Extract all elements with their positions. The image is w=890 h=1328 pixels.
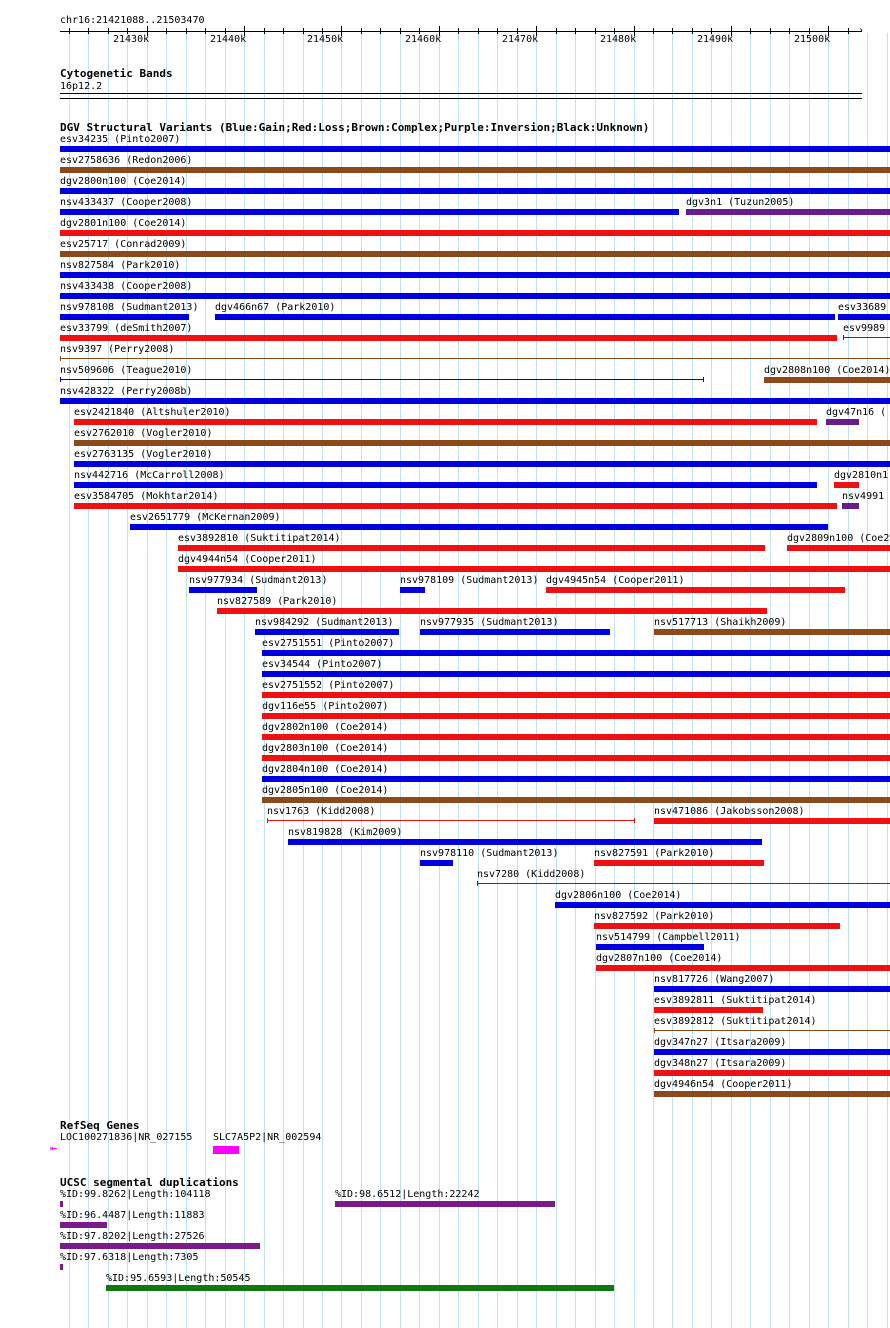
structural-variant-label[interactable]: esv33799 (deSmith2007) xyxy=(60,323,193,334)
structural-variant-bar[interactable] xyxy=(60,230,890,236)
segmental-duplication-bar[interactable] xyxy=(106,1285,614,1291)
ruler-minor-tick xyxy=(458,28,459,34)
structural-variant-label[interactable]: dgv348n27 (Itsara2009) xyxy=(654,1058,787,1069)
gridline xyxy=(614,33,615,1328)
gridline xyxy=(419,33,420,1328)
gridline xyxy=(692,33,693,1328)
ruler-minor-tick xyxy=(848,28,849,34)
structural-variant-bar[interactable] xyxy=(74,503,837,509)
ruler-tick-label: 21450k xyxy=(307,34,344,45)
structural-variant-bar[interactable] xyxy=(60,398,890,404)
structural-variant-bar[interactable] xyxy=(594,923,840,929)
cytoband-ideogram-line xyxy=(60,98,862,99)
refseq-gene-bar[interactable] xyxy=(213,1146,239,1154)
structural-variant-bar[interactable] xyxy=(654,1007,763,1013)
gridline xyxy=(653,33,654,1328)
structural-variant-label[interactable]: nsv827589 (Park2010) xyxy=(217,596,338,607)
structural-variant-label[interactable]: nsv827584 (Park2010) xyxy=(60,260,181,271)
structural-variant-span-line[interactable] xyxy=(60,358,890,359)
gridline xyxy=(478,33,479,1328)
ruler-minor-tick xyxy=(186,28,187,34)
structural-variant-bar[interactable] xyxy=(60,209,679,215)
structural-variant-bar[interactable] xyxy=(178,545,765,551)
dgv-track-title: DGV Structural Variants (Blue:Gain;Red:Loss;Brown:Complex;Purple:Inversion;Black:Unknown) xyxy=(60,121,650,134)
structural-variant-span-line[interactable] xyxy=(654,1030,890,1031)
structural-variant-label[interactable]: nsv514799 (Campbell2011) xyxy=(596,932,741,943)
structural-variant-bar[interactable] xyxy=(420,629,610,635)
structural-variant-label[interactable]: esv3892811 (Suktitipat2014) xyxy=(654,995,817,1006)
cytoband-track-title: Cytogenetic Bands xyxy=(60,67,173,80)
structural-variant-end-cap xyxy=(60,377,61,382)
structural-variant-bar[interactable] xyxy=(596,965,890,971)
segmental-duplication-bar[interactable] xyxy=(60,1222,107,1228)
segmental-duplication-bar[interactable] xyxy=(60,1201,63,1207)
structural-variant-label[interactable]: nsv471086 (Jakobsson2008) xyxy=(654,806,805,817)
gridline xyxy=(770,33,771,1328)
cytoband-label[interactable]: 16p12.2 xyxy=(60,81,103,92)
structural-variant-bar[interactable] xyxy=(654,1070,890,1076)
structural-variant-label[interactable]: nsv509606 (Teague2010) xyxy=(60,365,193,376)
gridline xyxy=(731,33,732,1328)
structural-variant-label[interactable]: esv9989 xyxy=(843,323,886,334)
structural-variant-label[interactable]: nsv978108 (Sudmant2013) xyxy=(60,302,199,313)
structural-variant-bar[interactable] xyxy=(764,377,890,383)
structural-variant-span-line[interactable] xyxy=(60,379,704,380)
gridline xyxy=(887,33,888,1328)
ruler-range-label: chr16:21421088..21503470 xyxy=(60,15,205,26)
ruler-tick-label: 21440k xyxy=(210,34,247,45)
structural-variant-bar[interactable] xyxy=(74,482,817,488)
structural-variant-bar[interactable] xyxy=(555,902,890,908)
structural-variant-label[interactable]: nsv9397 (Perry2008) xyxy=(60,344,175,355)
ruler-minor-tick xyxy=(692,28,693,34)
ruler-minor-tick xyxy=(400,28,401,34)
structural-variant-bar[interactable] xyxy=(842,503,859,509)
structural-variant-bar[interactable] xyxy=(60,146,890,152)
gridline xyxy=(848,33,849,1328)
ruler-minor-tick xyxy=(264,28,265,34)
structural-variant-bar[interactable] xyxy=(60,167,890,173)
gridline xyxy=(458,33,459,1328)
structural-variant-bar[interactable] xyxy=(60,293,890,299)
structural-variant-bar[interactable] xyxy=(834,482,859,488)
structural-variant-label[interactable]: esv2751551 (Pinto2007) xyxy=(262,638,395,649)
structural-variant-label[interactable]: nsv827591 (Park2010) xyxy=(594,848,715,859)
structural-variant-label[interactable]: dgv3n1 (Tuzun2005) xyxy=(686,197,795,208)
ruler-minor-tick xyxy=(108,28,109,34)
segmental-duplication-label[interactable]: %ID:97.6318|Length:7305 xyxy=(60,1252,199,1263)
structural-variant-bar[interactable] xyxy=(74,419,817,425)
structural-variant-label[interactable]: nsv7280 (Kidd2008) xyxy=(477,869,586,880)
segmental-duplication-label[interactable]: %ID:96.4487|Length:11883 xyxy=(60,1210,205,1221)
structural-variant-end-cap xyxy=(843,335,844,340)
gridline xyxy=(867,33,868,1328)
structural-variant-label[interactable]: esv3892812 (Suktitipat2014) xyxy=(654,1016,817,1027)
structural-variant-span-line[interactable] xyxy=(477,883,890,884)
ruler-minor-tick xyxy=(380,28,381,34)
cytoband-ideogram-line xyxy=(60,93,862,94)
segmental-duplication-bar[interactable] xyxy=(60,1264,63,1270)
ruler-minor-tick xyxy=(205,28,206,34)
structural-variant-label[interactable]: dgv347n27 (Itsara2009) xyxy=(654,1037,787,1048)
gridline xyxy=(789,33,790,1328)
gridline xyxy=(672,33,673,1328)
ruler-minor-tick xyxy=(303,28,304,34)
structural-variant-bar[interactable] xyxy=(596,944,704,950)
structural-variant-bar[interactable] xyxy=(189,587,257,593)
ruler-minor-tick xyxy=(595,28,596,34)
structural-variant-bar[interactable] xyxy=(60,251,890,257)
structural-variant-label[interactable]: nsv977935 (Sudmant2013) xyxy=(420,617,559,628)
structural-variant-end-cap xyxy=(267,818,268,823)
structural-variant-label[interactable]: nsv817726 (Wang2007) xyxy=(654,974,775,985)
structural-variant-bar[interactable] xyxy=(262,671,890,677)
structural-variant-label[interactable]: dgv2803n100 (Coe2014) xyxy=(262,743,389,754)
structural-variant-label[interactable]: esv2763135 (Vogler2010) xyxy=(74,449,213,460)
structural-variant-end-cap xyxy=(703,377,704,382)
structural-variant-end-cap xyxy=(60,356,61,361)
gridline xyxy=(634,33,635,1328)
structural-variant-span-line[interactable] xyxy=(843,337,890,338)
ruler-minor-tick xyxy=(69,28,70,34)
refseq-gene-label[interactable]: SLC7A5P2|NR_002594 xyxy=(213,1132,322,1143)
segmental-duplication-bar[interactable] xyxy=(335,1201,555,1207)
segmental-duplication-label[interactable]: %ID:98.6512|Length:22242 xyxy=(335,1189,480,1200)
structural-variant-label[interactable]: nsv978110 (Sudmant2013) xyxy=(420,848,559,859)
ruler-minor-tick xyxy=(283,28,284,34)
structural-variant-bar[interactable] xyxy=(60,335,837,341)
structural-variant-label[interactable]: dgv2808n100 (Coe2014) xyxy=(764,365,890,376)
structural-variant-bar[interactable] xyxy=(594,860,764,866)
ruler-minor-tick xyxy=(575,28,576,34)
ruler-minor-tick xyxy=(789,28,790,34)
structural-variant-bar[interactable] xyxy=(60,188,890,194)
structural-variant-bar[interactable] xyxy=(262,692,890,698)
gridline xyxy=(497,33,498,1328)
structural-variant-label[interactable]: esv33689 xyxy=(838,302,887,313)
structural-variant-label[interactable]: esv2758636 (Redon2006) xyxy=(60,155,193,166)
structural-variant-label[interactable]: esv2651779 (McKernan2009) xyxy=(130,512,281,523)
structural-variant-bar[interactable] xyxy=(60,272,890,278)
structural-variant-bar[interactable] xyxy=(686,209,890,215)
structural-variant-bar[interactable] xyxy=(262,797,890,803)
structural-variant-label[interactable]: nsv819828 (Kim2009) xyxy=(288,827,403,838)
structural-variant-label[interactable]: dgv466n67 (Park2010) xyxy=(215,302,336,313)
structural-variant-bar[interactable] xyxy=(215,314,835,320)
structural-variant-label[interactable]: nsv827592 (Park2010) xyxy=(594,911,715,922)
ruler-tick-label: 21490k xyxy=(697,34,734,45)
gridline xyxy=(400,33,401,1328)
ruler-tick-label: 21470k xyxy=(502,34,539,45)
structural-variant-bar[interactable] xyxy=(654,629,890,635)
structural-variant-bar[interactable] xyxy=(654,1049,890,1055)
gridline xyxy=(439,33,440,1328)
gridline xyxy=(711,33,712,1328)
ruler-tick-label: 21460k xyxy=(405,34,442,45)
gridline xyxy=(595,33,596,1328)
structural-variant-bar[interactable] xyxy=(654,986,890,992)
structural-variant-bar[interactable] xyxy=(178,566,890,572)
ruler-minor-tick xyxy=(361,28,362,34)
ruler-end-arrow-icon: › xyxy=(858,25,865,36)
structural-variant-bar[interactable] xyxy=(420,860,453,866)
structural-variant-label[interactable]: nsv433438 (Cooper2008) xyxy=(60,281,193,292)
gridline xyxy=(828,33,829,1328)
ruler-tick-label: 21480k xyxy=(600,34,637,45)
structural-variant-bar[interactable] xyxy=(74,461,890,467)
structural-variant-label[interactable]: nsv517713 (Shaikh2009) xyxy=(654,617,787,628)
structural-variant-bar[interactable] xyxy=(262,755,890,761)
gridline xyxy=(575,33,576,1328)
structural-variant-bar[interactable] xyxy=(74,440,890,446)
ruler-minor-tick xyxy=(770,28,771,34)
refseq-track-title: RefSeq Genes xyxy=(60,1119,140,1132)
ruler-axis-line xyxy=(60,31,862,32)
segmental-duplication-label[interactable]: %ID:97.8202|Length:27526 xyxy=(60,1231,205,1242)
gridline xyxy=(517,33,518,1328)
structural-variant-span-line[interactable] xyxy=(267,820,635,821)
ruler-tick-label: 21430k xyxy=(113,34,150,45)
structural-variant-bar[interactable] xyxy=(546,587,845,593)
ruler-minor-tick xyxy=(478,28,479,34)
structural-variant-label[interactable]: esv34235 (Pinto2007) xyxy=(60,134,181,145)
structural-variant-label[interactable]: dgv2807n100 (Coe2014) xyxy=(596,953,723,964)
structural-variant-label[interactable]: dgv47n16 ( xyxy=(826,407,887,418)
structural-variant-label[interactable]: esv2762010 (Vogler2010) xyxy=(74,428,213,439)
structural-variant-bar[interactable] xyxy=(255,629,399,635)
refseq-gene-label[interactable]: LOC100271836|NR_027155 xyxy=(60,1132,193,1143)
ruler-minor-tick xyxy=(653,28,654,34)
structural-variant-bar[interactable] xyxy=(400,587,425,593)
structural-variant-label[interactable]: nsv433437 (Cooper2008) xyxy=(60,197,193,208)
structural-variant-label[interactable]: nsv978109 (Sudmant2013) xyxy=(400,575,539,586)
structural-variant-label[interactable]: esv34544 (Pinto2007) xyxy=(262,659,383,670)
gridline xyxy=(205,33,206,1328)
structural-variant-label[interactable]: esv3892810 (Suktitipat2014) xyxy=(178,533,341,544)
segdup-track-title: UCSC segmental duplications xyxy=(60,1176,239,1189)
structural-variant-label[interactable]: dgv2801n100 (Coe2014) xyxy=(60,218,187,229)
structural-variant-label[interactable]: nsv977934 (Sudmant2013) xyxy=(189,575,328,586)
structural-variant-end-cap xyxy=(654,1028,655,1033)
structural-variant-label[interactable]: dgv2806n100 (Coe2014) xyxy=(555,890,682,901)
structural-variant-bar[interactable] xyxy=(654,818,890,824)
structural-variant-label[interactable]: esv2751552 (Pinto2007) xyxy=(262,680,395,691)
structural-variant-label[interactable]: dgv4946n54 (Cooper2011) xyxy=(654,1079,793,1090)
structural-variant-label[interactable]: dgv2810n1 xyxy=(834,470,889,481)
structural-variant-bar[interactable] xyxy=(60,314,189,320)
segmental-duplication-bar[interactable] xyxy=(60,1243,260,1249)
structural-variant-label[interactable]: nsv984292 (Sudmant2013) xyxy=(255,617,394,628)
structural-variant-label[interactable]: nsv442716 (McCarroll2008) xyxy=(74,470,225,481)
ruler-minor-tick xyxy=(672,28,673,34)
structural-variant-label[interactable]: dgv2802n100 (Coe2014) xyxy=(262,722,389,733)
structural-variant-bar[interactable] xyxy=(262,713,890,719)
gene-strand-arrow-icon[interactable]: ⇤ xyxy=(50,1141,58,1155)
gridline xyxy=(556,33,557,1328)
structural-variant-bar[interactable] xyxy=(217,608,767,614)
ruler-minor-tick xyxy=(88,28,89,34)
structural-variant-label[interactable]: nsv1763 (Kidd2008) xyxy=(267,806,376,817)
structural-variant-label[interactable]: dgv4945n54 (Cooper2011) xyxy=(546,575,685,586)
segmental-duplication-label[interactable]: %ID:99.8262|Length:104118 xyxy=(60,1189,211,1200)
gridline xyxy=(809,33,810,1328)
structural-variant-label[interactable]: esv25717 (Conrad2009) xyxy=(60,239,187,250)
structural-variant-label[interactable]: dgv2800n100 (Coe2014) xyxy=(60,176,187,187)
structural-variant-bar[interactable] xyxy=(262,650,890,656)
ruler-minor-tick xyxy=(750,28,751,34)
structural-variant-label[interactable]: nsv4991 xyxy=(842,491,885,502)
structural-variant-bar[interactable] xyxy=(787,545,890,551)
ruler-minor-tick xyxy=(497,28,498,34)
structural-variant-label[interactable]: esv3584705 (Mokhtar2014) xyxy=(74,491,219,502)
segmental-duplication-label[interactable]: %ID:95.6593|Length:50545 xyxy=(106,1273,251,1284)
structural-variant-label[interactable]: esv2421840 (Altshuler2010) xyxy=(74,407,231,418)
structural-variant-label[interactable]: dgv2805n100 (Coe2014) xyxy=(262,785,389,796)
structural-variant-bar[interactable] xyxy=(262,776,890,782)
structural-variant-bar[interactable] xyxy=(130,524,828,530)
structural-variant-label[interactable]: dgv2804n100 (Coe2014) xyxy=(262,764,389,775)
structural-variant-label[interactable]: dgv116e55 (Pinto2007) xyxy=(262,701,389,712)
structural-variant-bar[interactable] xyxy=(262,734,890,740)
ruler-minor-tick xyxy=(556,28,557,34)
structural-variant-label[interactable]: dgv2809n100 (Coe2 xyxy=(787,533,890,544)
structural-variant-end-cap xyxy=(477,881,478,886)
structural-variant-label[interactable]: nsv428322 (Perry2008b) xyxy=(60,386,193,397)
structural-variant-bar[interactable] xyxy=(288,839,762,845)
gridline xyxy=(750,33,751,1328)
structural-variant-bar[interactable] xyxy=(838,314,890,320)
structural-variant-end-cap xyxy=(634,818,635,823)
ruler-tick-label: 21500k xyxy=(794,34,831,45)
structural-variant-bar[interactable] xyxy=(654,1091,890,1097)
structural-variant-label[interactable]: dgv4944n54 (Cooper2011) xyxy=(178,554,317,565)
structural-variant-bar[interactable] xyxy=(826,419,859,425)
ruler-minor-tick xyxy=(166,28,167,34)
gridline xyxy=(536,33,537,1328)
